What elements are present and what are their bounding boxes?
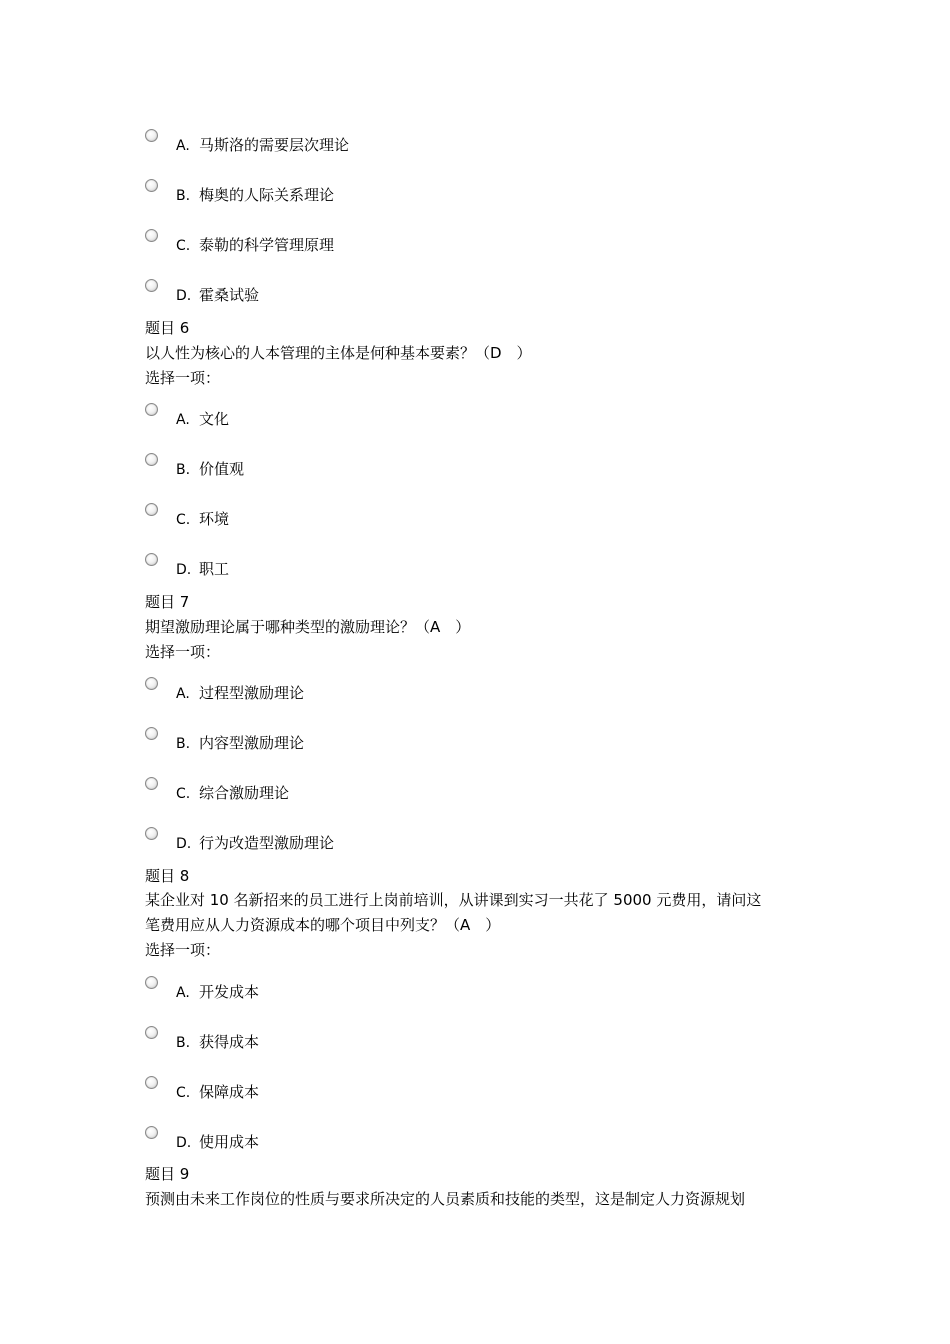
option-text: 获得成本: [199, 1033, 260, 1051]
option-text: 泰勒的科学管理原理: [199, 236, 335, 254]
radio-button-icon[interactable]: [145, 976, 158, 989]
q8-prompt: 选择一项：: [145, 941, 221, 959]
option-text: 保障成本: [199, 1083, 260, 1101]
option-text: 内容型激励理论: [199, 734, 305, 752]
radio-button-icon[interactable]: [145, 179, 158, 192]
q8-option-a[interactable]: [145, 976, 645, 1006]
q7-option-c[interactable]: [145, 777, 645, 807]
q6-option-a[interactable]: [145, 403, 645, 433]
q8-option-d[interactable]: [145, 1126, 645, 1156]
q8-question-line2: 笔费用应从人力资源成本的哪个项目中列支？（A ）: [145, 916, 501, 934]
q6-prompt: 选择一项：: [145, 369, 221, 387]
q6-option-c[interactable]: [145, 503, 645, 533]
option-text: 文化: [199, 410, 230, 428]
option-letter: C.: [176, 1085, 191, 1101]
radio-button-icon[interactable]: [145, 129, 158, 142]
radio-button-icon[interactable]: [145, 453, 158, 466]
option-letter: D.: [176, 836, 192, 852]
option-text: 马斯洛的需要层次理论: [199, 136, 350, 154]
option-letter: A.: [176, 686, 190, 702]
radio-button-icon[interactable]: [145, 279, 158, 292]
q6-option-b[interactable]: [145, 453, 645, 483]
radio-button-icon[interactable]: [145, 553, 158, 566]
q9-question-line1: 预测由未来工作岗位的性质与要求所决定的人员素质和技能的类型，这是制定人力资源规划: [145, 1190, 746, 1208]
q7-heading: 题目 7: [145, 593, 190, 611]
option-letter: C.: [176, 238, 191, 254]
radio-button-icon[interactable]: [145, 777, 158, 790]
q8-option-b[interactable]: [145, 1026, 645, 1056]
q6-option-d[interactable]: [145, 553, 645, 583]
option-text: 综合激励理论: [199, 784, 290, 802]
q7-prompt: 选择一项：: [145, 643, 221, 661]
option-letter: A.: [176, 985, 190, 1001]
option-text: 职工: [199, 560, 230, 578]
option-text: 环境: [199, 510, 230, 528]
radio-button-icon[interactable]: [145, 1076, 158, 1089]
q5-option-d[interactable]: [145, 279, 645, 309]
option-text: 开发成本: [199, 983, 260, 1001]
radio-button-icon[interactable]: [145, 1026, 158, 1039]
option-letter: B.: [176, 188, 191, 204]
option-text: 价值观: [199, 460, 245, 478]
option-letter: B.: [176, 736, 191, 752]
option-letter: A.: [176, 412, 190, 428]
q8-question-line1: 某企业对 10 名新招来的员工进行上岗前培训，从讲课到实习一共花了 5000 元费用，请问这: [145, 891, 762, 909]
radio-button-icon[interactable]: [145, 827, 158, 840]
q7-option-d[interactable]: [145, 827, 645, 857]
q8-heading: 题目 8: [145, 867, 190, 885]
q9-heading: 题目 9: [145, 1165, 190, 1183]
option-letter: A.: [176, 138, 190, 154]
radio-button-icon[interactable]: [145, 403, 158, 416]
q6-heading: 题目 6: [145, 319, 190, 337]
q5-option-b[interactable]: [145, 179, 645, 209]
option-letter: B.: [176, 462, 191, 478]
radio-button-icon[interactable]: [145, 727, 158, 740]
option-letter: C.: [176, 512, 191, 528]
option-text: 梅奥的人际关系理论: [199, 186, 335, 204]
q6-question: 以人性为核心的人本管理的主体是何种基本要素？（D ）: [145, 344, 532, 362]
option-letter: D.: [176, 1135, 192, 1151]
option-text: 霍桑试验: [199, 286, 260, 304]
q8-option-c[interactable]: [145, 1076, 645, 1106]
radio-button-icon[interactable]: [145, 229, 158, 242]
option-text: 过程型激励理论: [199, 684, 305, 702]
option-letter: D.: [176, 562, 192, 578]
q5-option-c[interactable]: [145, 229, 645, 259]
q5-option-a[interactable]: [145, 129, 645, 159]
option-text: 使用成本: [199, 1133, 260, 1151]
option-letter: B.: [176, 1035, 191, 1051]
q7-option-b[interactable]: [145, 727, 645, 757]
q7-question: 期望激励理论属于哪种类型的激励理论？（A ）: [145, 618, 471, 636]
option-letter: C.: [176, 786, 191, 802]
radio-button-icon[interactable]: [145, 503, 158, 516]
radio-button-icon[interactable]: [145, 1126, 158, 1139]
q7-option-a[interactable]: [145, 677, 645, 707]
option-text: 行为改造型激励理论: [199, 834, 335, 852]
option-letter: D.: [176, 288, 192, 304]
radio-button-icon[interactable]: [145, 677, 158, 690]
